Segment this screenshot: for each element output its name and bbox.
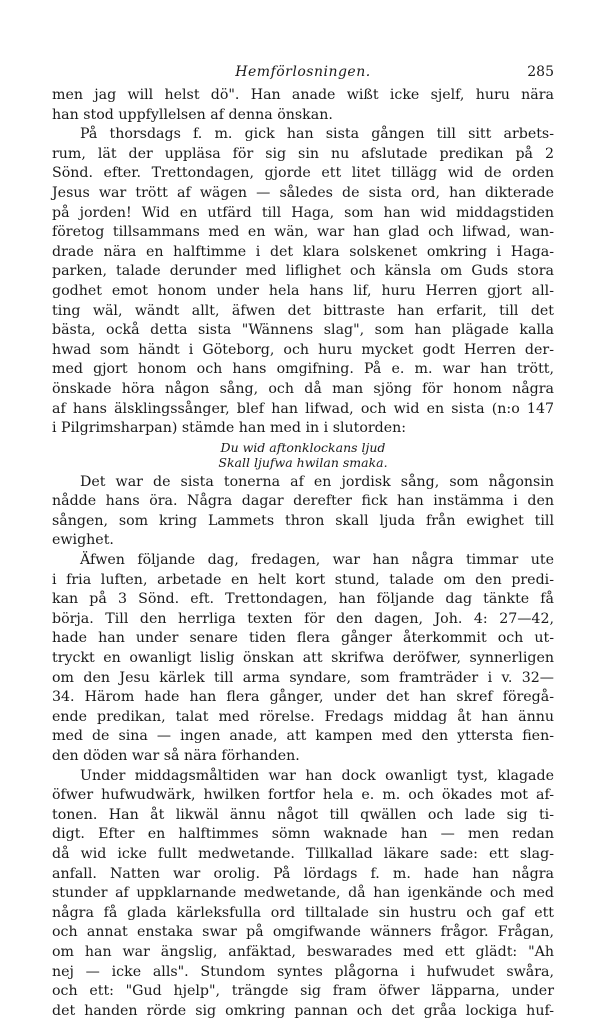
text-line: sången, som kring Lammets thron skall ljuda från ewighet till: [52, 512, 554, 529]
text-line: nej — icke alls". Stundom syntes plågorna i hufwudet swåra,: [52, 963, 554, 980]
text-line: parken, talade derunder med liflighet och känsla om Guds stora: [52, 263, 554, 280]
text-line: bästa, ockå detta sista "Wännens slag", som han plägade kalla: [52, 322, 554, 339]
text-line: rum, lät der uppläsa för sig sin nu afslutade predikan på 2: [52, 145, 554, 162]
text-line: ting wäl, wändt allt, äfwen det bittraste han erfarit, till det: [52, 302, 554, 319]
text-line: öfwer hufwudwärk, hwilken fortfor hela e. m. och ökades mot af-: [52, 787, 554, 804]
text-line: ewighet.: [52, 532, 114, 549]
text-line: anfall. Natten war orolig. På lördags f. m. hade han några: [52, 865, 554, 882]
hymn-quote: [52, 440, 554, 470]
text-line: på jorden! Wid en utfärd till Haga, som han wid middagstiden: [52, 204, 554, 221]
text-line: börja. Till den herrliga texten för den dagen, Joh. 4: 27—42,: [52, 610, 554, 627]
text-line: tonen. Han åt likwäl ännu något till qwällen och lade sig ti-: [52, 806, 554, 823]
text-line: af hans älsklingssånger, blef han lifwad, och wid en sista (n:o 147: [52, 400, 554, 417]
text-line: då wid icke fullt medwetande. Tillkallad läkare sade: ett slag-: [52, 845, 554, 862]
text-line: den döden war så nära förhanden.: [52, 748, 300, 764]
text-line: men jag will helst dö". Han anade wißt icke sjelf, huru nära: [52, 87, 554, 103]
text-line: Jesus war trött af wägen — således de sista ord, han dikterade: [52, 184, 554, 201]
text-line: om den Jesu kärlek till arma syndare, som framträder i v. 32—: [52, 669, 554, 686]
book-page: [52, 60, 554, 1021]
text-line: i fria luften, arbetade en helt kort stund, talade om den predi-: [52, 571, 554, 588]
paragraph-start-line: Det war de sista tonerna af en jordisk sång, som någonsin: [80, 473, 554, 490]
paragraph-start-line: På thorsdags f. m. gick han sista gången till sitt arbets-: [80, 126, 554, 143]
text-line: drade nära en halftimme i det klara solskenet omkring i Haga-: [52, 243, 554, 260]
text-line: med de sina — ingen anade, att kampen med den yttersta fien-: [52, 728, 554, 745]
paragraph-start-line: Äfwen följande dag, fredagen, war han några timmar ute: [80, 552, 554, 569]
paragraph-start-line: Under middagsmåltiden war han dock owanligt tyst, klagade: [80, 767, 554, 784]
text-line: och ett: "Gud hjelp", trängde sig fram öfwer läpparna, under: [52, 983, 554, 1000]
text-line: i Pilgrimsharpan) stämde han med in i slutorden:: [52, 420, 407, 437]
body-text: [52, 86, 554, 1021]
text-line: 34. Härom hade han flera gånger, under det han skref föregå-: [52, 689, 554, 706]
text-line: företog tillsammans med en wän, war han glad och lifwad, wan-: [52, 224, 554, 241]
hymn-verse-line: Du wid aftonklockans ljud: [220, 439, 386, 455]
text-line: Sönd. efter. Trettondagen, gjorde ett litet tillägg wid de orden: [52, 165, 554, 182]
text-line: om han war ängslig, anfäktad, beswarades med ett glädt: "Ah: [52, 943, 554, 960]
running-title: Hemförlosningen.: [235, 64, 371, 80]
text-line: tryckt en owanligt lislig önskan att skrifwa deröfwer, synnerligen: [52, 650, 554, 667]
text-line: stunder af uppklarnande medwetande, då han igenkände och med: [52, 885, 554, 902]
hymn-verse-line: Skall ljufwa hwilan smaka.: [218, 454, 388, 470]
text-line: och annat enstaka swar på omgifwande wänners frågor. Frågan,: [52, 924, 554, 941]
text-line: önskade höra någon sång, och då man sjöng för honom några: [52, 380, 554, 397]
text-line: digt. Efter en halftimmes sömn waknade han — men redan: [52, 826, 554, 843]
text-line: kan på 3 Sönd. eft. Trettondagen, han följande dag tänkte få: [52, 591, 554, 608]
text-line: nådde hans öra. Några dagar derefter fick han instämma i den: [52, 493, 554, 510]
text-line: med gjort honom och hans omgifning. På e. m. war han trött,: [52, 361, 554, 378]
text-line: godhet emot honom under hela hans lif, huru Herren gjort all-: [52, 282, 554, 299]
text-line: han stod uppfyllelsen af denna önskan.: [52, 106, 333, 123]
text-line: det handen rörde sig omkring pannan och det gråa lockiga huf-: [52, 1002, 554, 1019]
text-line: ende predikan, talat med rörelse. Fredags middag åt han ännu: [52, 708, 554, 725]
text-line: hwad som händt i Göteborg, och huru mycket godt Herren der-: [52, 341, 554, 358]
running-head: [52, 60, 554, 86]
text-line: hade han under senare tiden flera gånger återkommit och ut-: [52, 630, 554, 647]
page-number: 285: [527, 64, 554, 80]
text-line: några få glada kärleksfulla ord tilltalade sin hustru och gaf ett: [52, 904, 554, 921]
